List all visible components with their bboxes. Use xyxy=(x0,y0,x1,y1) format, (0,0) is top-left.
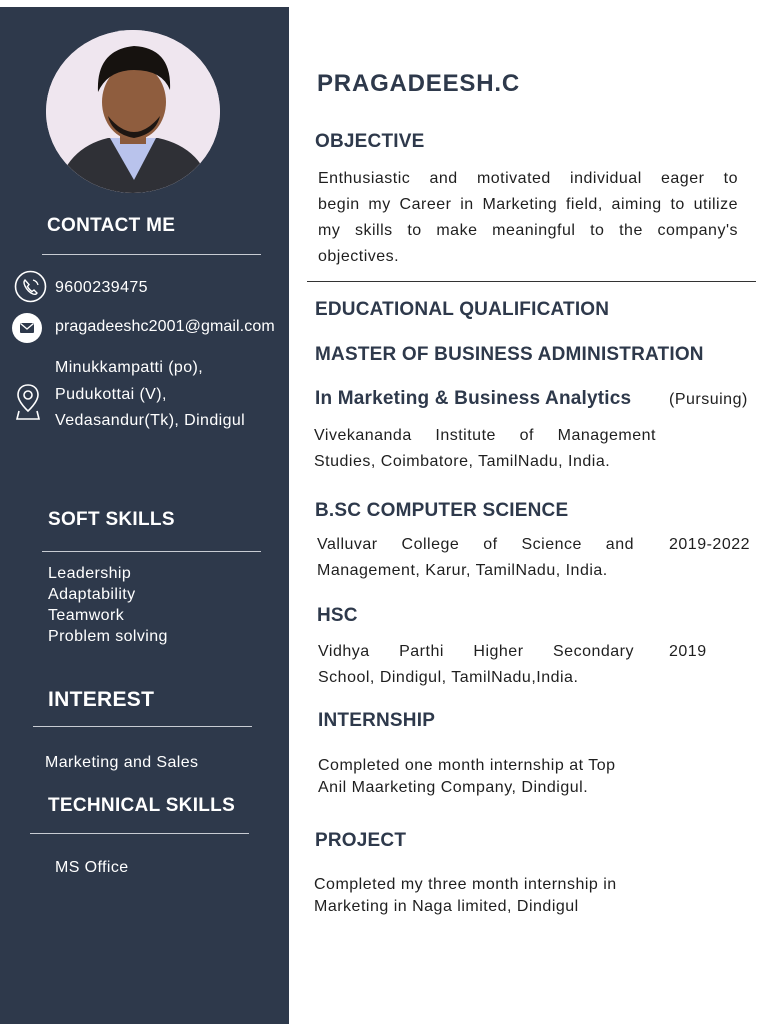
objective-text xyxy=(318,166,738,270)
interest-divider xyxy=(33,726,252,727)
email-icon xyxy=(11,312,43,349)
hsc-year: 2019 xyxy=(669,643,707,660)
contact-heading: CONTACT ME xyxy=(47,215,176,236)
project-text xyxy=(314,874,617,918)
bsc-years: 2019-2022 xyxy=(669,536,751,553)
college-line: Management, Karur, TamilNadu, India. xyxy=(317,562,608,579)
objective-divider xyxy=(307,281,756,282)
project-line: Marketing in Naga limited, Dindigul xyxy=(314,898,579,915)
candidate-name: PRAGADEESH.C xyxy=(317,70,520,97)
technical-skill-item: MS Office xyxy=(55,859,129,876)
profile-photo xyxy=(46,30,220,193)
bsc-college xyxy=(317,532,634,584)
project-heading: PROJECT xyxy=(315,830,407,851)
soft-skills-divider xyxy=(42,551,261,552)
address xyxy=(55,355,245,435)
internship-text xyxy=(318,755,616,799)
project-line: Completed my three month internship in xyxy=(314,876,617,893)
soft-skills-heading: SOFT SKILLS xyxy=(48,509,175,530)
interest-item: Marketing and Sales xyxy=(45,754,199,771)
mba-status: (Pursuing) xyxy=(669,391,748,408)
phone-icon xyxy=(14,270,47,308)
internship-line: Completed one month internship at Top xyxy=(318,757,616,774)
skill-item: Problem solving xyxy=(48,628,168,645)
bsc-title: B.SC COMPUTER SCIENCE xyxy=(315,500,569,521)
hsc-school xyxy=(318,639,634,691)
objective-line: objectives. xyxy=(318,248,400,265)
skill-item: Leadership xyxy=(48,565,132,582)
education-heading: EDUCATIONAL QUALIFICATION xyxy=(315,299,610,320)
mba-title: MASTER OF BUSINESS ADMINISTRATION xyxy=(315,344,704,365)
interest-heading: INTEREST xyxy=(48,688,155,711)
address-line: Minukkampatti (po), xyxy=(55,359,204,376)
school-line: Vidhya Parthi Higher Secondary xyxy=(318,643,634,660)
objective-heading: OBJECTIVE xyxy=(315,131,425,152)
location-pin-icon xyxy=(15,383,41,426)
technical-skills-heading: TECHNICAL SKILLS xyxy=(48,795,236,816)
objective-line: my skills to make meaningful to the company's xyxy=(318,222,738,239)
internship-line: Anil Maarketing Company, Dindigul. xyxy=(318,779,589,796)
hsc-title: HSC xyxy=(317,605,358,626)
internship-heading: INTERNSHIP xyxy=(318,710,436,731)
college-line: Valluvar College of Science and xyxy=(317,536,634,553)
soft-skills-list xyxy=(48,563,168,647)
address-line: Vedasandur(Tk), Dindigul xyxy=(55,412,246,429)
contact-divider xyxy=(42,254,261,255)
school-line: School, Dindigul, TamilNadu,India. xyxy=(318,669,579,686)
institute-line: Vivekananda Institute of Management xyxy=(314,427,656,444)
objective-line: begin my Career in Marketing field, aiming to utilize xyxy=(318,196,738,213)
objective-line: Enthusiastic and motivated individual eager to xyxy=(318,170,738,187)
institute-line: Studies, Coimbatore, TamilNadu, India. xyxy=(314,453,611,470)
email-address[interactable]: pragadeeshc2001@gmail.com xyxy=(55,318,275,335)
address-line: Pudukottai (V), xyxy=(55,385,167,403)
technical-skills-divider xyxy=(30,833,249,834)
mba-specialization: In Marketing & Business Analytics xyxy=(315,388,632,409)
skill-item: Adaptability xyxy=(48,586,136,603)
mba-institute xyxy=(314,423,656,475)
skill-item: Teamwork xyxy=(48,607,125,624)
phone-number[interactable]: 9600239475 xyxy=(55,279,148,296)
